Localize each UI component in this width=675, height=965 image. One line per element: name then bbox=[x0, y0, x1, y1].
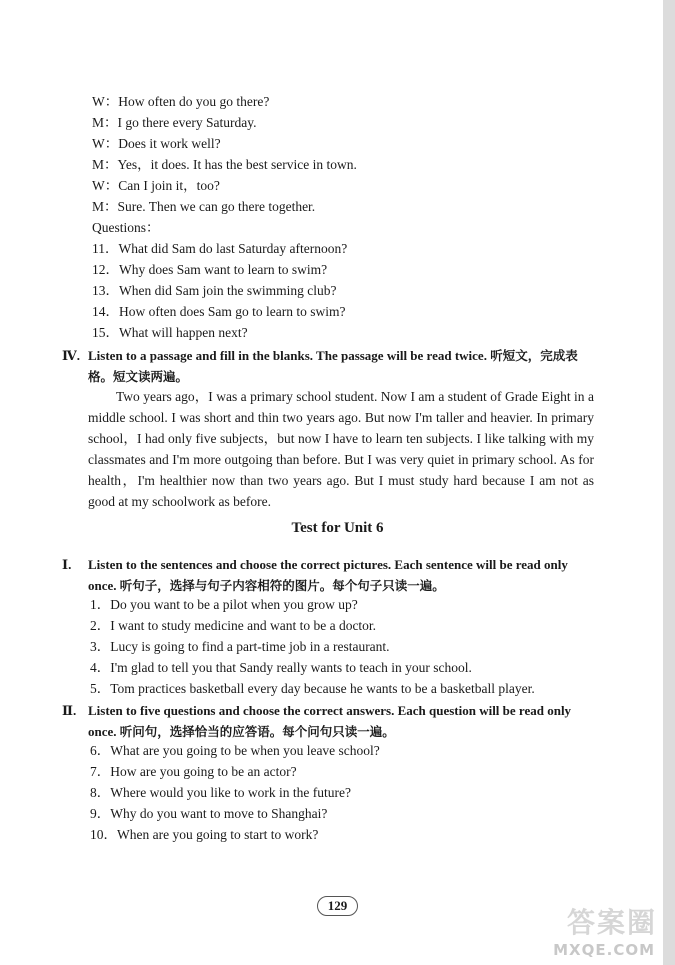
page-edge-shadow bbox=[663, 0, 675, 965]
section-i-instruction bbox=[62, 554, 602, 596]
section-number: Ⅳ. bbox=[62, 348, 81, 363]
watermark-logo bbox=[531, 899, 661, 961]
page-number-label: 129 bbox=[317, 896, 359, 916]
question-item: 6．What are you going to be when you leave school? bbox=[90, 743, 380, 758]
test-title: Test for Unit 6 bbox=[291, 520, 384, 536]
sentence-item: 3．Lucy is going to find a part-time job in a restaurant. bbox=[90, 639, 390, 654]
instruction-en: Listen to a passage and fill in the blanks. The passage will be read twice. bbox=[88, 348, 491, 363]
sentence-item: 1．Do you want to be a pilot when you grow up? bbox=[90, 597, 358, 612]
instruction-en: Listen to five questions and choose the correct answers. Each question will be read only once. bbox=[88, 703, 572, 739]
question-item: 14．How often does Sam go to learn to swim? bbox=[92, 304, 346, 319]
instruction-zh: 听短文，完成表格。短文读两遍。 bbox=[88, 348, 578, 384]
question-item: 10．When are you going to start to work? bbox=[90, 827, 319, 842]
question-item: 13．When did Sam join the swimming club? bbox=[92, 283, 337, 298]
dialogue-line: W：How often do you go there? bbox=[92, 94, 270, 109]
instruction-zh: 听句子，选择与句子内容相符的图片。每个句子只读一遍。 bbox=[119, 578, 445, 593]
section-iv-instruction bbox=[62, 345, 602, 387]
question-item: 9．Why do you want to move to Shanghai? bbox=[90, 806, 328, 821]
question-item: 15．What will happen next? bbox=[92, 325, 248, 340]
sentence-item: 5．Tom practices basketball every day because he wants to be a basketball player. bbox=[90, 681, 535, 696]
question-item: 7．How are you going to be an actor? bbox=[90, 764, 297, 779]
question-item: 12．Why does Sam want to learn to swim? bbox=[92, 262, 328, 277]
dialogue-line: M：Sure. Then we can go there together. bbox=[92, 199, 316, 214]
watermark-logo-text: 答案圈 bbox=[566, 906, 657, 939]
dialogue-line: W：Can I join it，too? bbox=[92, 178, 220, 193]
dialogue-line: M：Yes，it does. It has the best service in town. bbox=[92, 157, 357, 172]
question-item: 8．Where would you like to work in the future? bbox=[90, 785, 351, 800]
section-number: Ⅰ. bbox=[62, 557, 72, 572]
watermark-site-text: MXQE.COM bbox=[553, 941, 655, 959]
section-number: Ⅱ. bbox=[62, 703, 77, 718]
question-item: 11．What did Sam do last Saturday afternoon? bbox=[92, 241, 348, 256]
instruction-en: Listen to the sentences and choose the correct pictures. Each sentence will be read only once. bbox=[88, 557, 568, 593]
dialogue-line: M：I go there every Saturday. bbox=[92, 115, 257, 130]
instruction-zh: 听问句，选择恰当的应答语。每个问句只读一遍。 bbox=[119, 724, 395, 739]
passage-text: Two years ago，I was a primary school student. Now I am a student of Grade Eight in a middle school. I was short and thin two years ago. But now I'm taller and heavier. In primary school，I had only five subjects，but now I have to learn ten subjects. I like talking with my classmates and I'm more outgoing than before. But I was very quiet in primary school. As for health，I'm healthier now than two years ago. But I must study hard because I am not as good at my schoolwork as before. bbox=[88, 389, 594, 509]
section-ii-instruction bbox=[62, 700, 602, 742]
questions-heading: Questions： bbox=[92, 220, 160, 235]
sentence-item: 4．I'm glad to tell you that Sandy really wants to teach in your school. bbox=[90, 660, 472, 675]
sentence-item: 2．I want to study medicine and want to be a doctor. bbox=[90, 618, 377, 633]
dialogue-line: W：Does it work well? bbox=[92, 136, 221, 151]
